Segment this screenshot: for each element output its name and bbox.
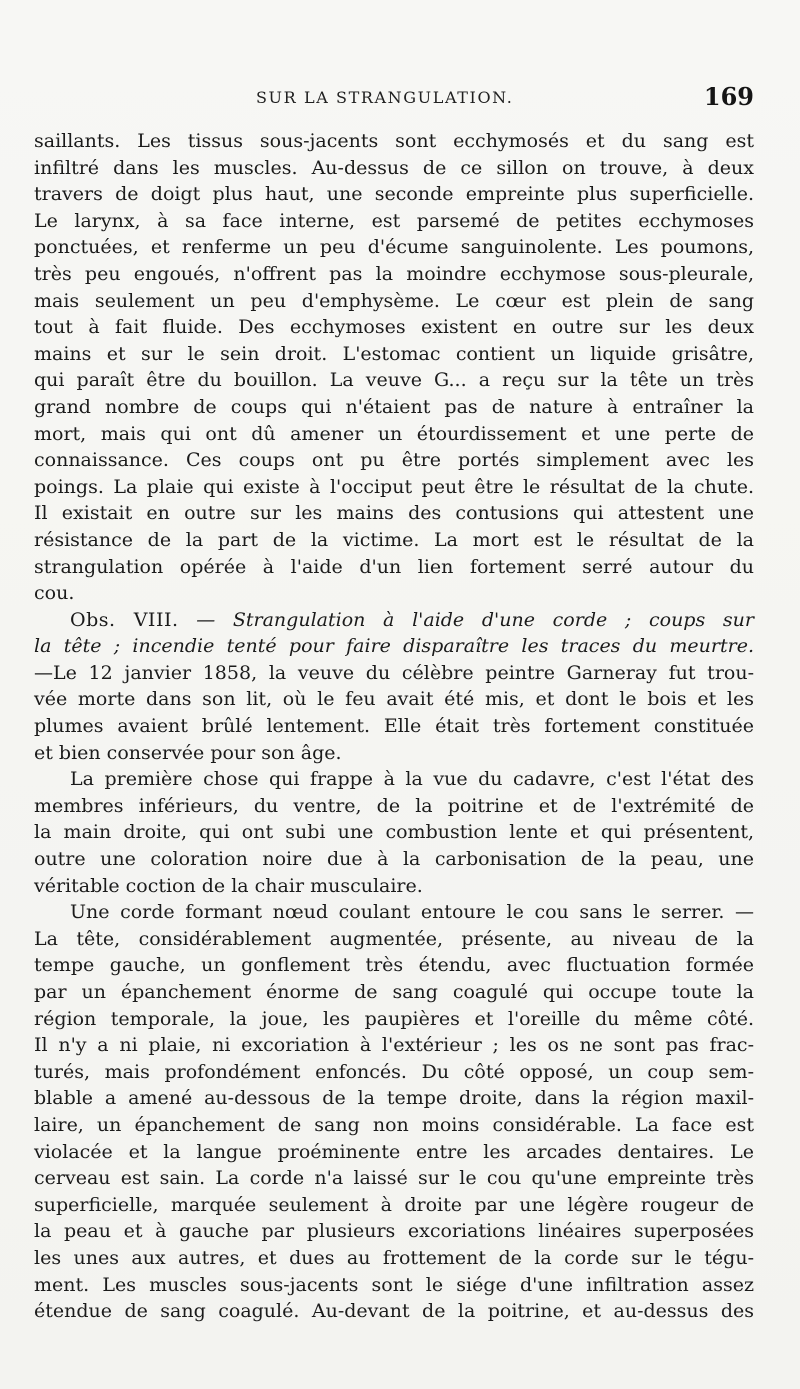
text-line: —Le 12 janvier 1858, la veuve du célèbre peintre Garneray fut trou-	[34, 661, 754, 684]
text-line: région temporale, la joue, les paupières et l'oreille du même côté.	[34, 1007, 754, 1030]
text-line: tout à fait fluide. Des ecchymoses existent en outre sur les deux	[34, 316, 754, 339]
page-header	[34, 82, 754, 122]
text-line: plumes avaient brûlé lentement. Elle était très fortement constituée	[34, 715, 754, 738]
text-line: Il n'y a ni plaie, ni excoriation à l'extérieur ; les os ne sont pas frac-	[34, 1034, 754, 1057]
text-line: saillants. Les tissus sous-jacents sont ecchymosés et du sang est	[34, 130, 754, 152]
text-line: résistance de la part de la victime. La mort est le résultat de la	[34, 528, 754, 551]
text-line: mais seulement un peu d'emphysème. Le cœur est plein de sang	[34, 289, 754, 312]
text-line: très peu engoués, n'offrent pas la moindre ecchymose sous-pleurale,	[34, 262, 754, 285]
text-line: qui paraît être du bouillon. La veuve G... a reçu sur la tête un très	[34, 369, 754, 392]
observation-label: Obs. VIII.	[70, 608, 179, 631]
text-line: cerveau est sain. La corde n'a laissé sur le cou qu'une empreinte très	[34, 1167, 754, 1190]
text-line: la main droite, qui ont subi une combustion lente et qui présentent,	[34, 821, 754, 844]
running-title: SUR LA STRANGULATION.	[256, 88, 514, 107]
text-line: Il existait en outre sur les mains des contusions qui attestent une	[34, 502, 754, 525]
text-line: turés, mais profondément enfoncés. Du côté opposé, un coup sem-	[34, 1060, 754, 1083]
text-line: mort, mais qui ont dû amener un étourdissement et une perte de	[34, 422, 754, 445]
text-line: ment. Les muscles sous-jacents sont le siége d'une infiltration assez	[34, 1273, 754, 1296]
text-line: blable a amené au-dessous de la tempe droite, dans la région maxil-	[34, 1087, 754, 1110]
text-line: travers de doigt plus haut, une seconde empreinte plus superficielle.	[34, 183, 754, 206]
observation-title-continued: la tête ; incendie tenté pour faire disparaître les traces du meurtre.	[34, 635, 754, 658]
text-line: cou.	[34, 582, 75, 605]
text-line: Une corde formant nœud coulant entoure le cou sans le serrer. —	[70, 901, 754, 924]
page-body	[34, 128, 754, 1325]
text-line: la peau et à gauche par plusieurs excoriations linéaires superposées	[34, 1220, 754, 1243]
text-line: ponctuées, et renferme un peu d'écume sanguinolente. Les poumons,	[34, 236, 754, 259]
text-line: infiltré dans les muscles. Au-dessus de ce sillon on trouve, à deux	[34, 156, 754, 179]
text-line: outre une coloration noire due à la carbonisation de la peau, une	[34, 848, 754, 871]
text-line: superficielle, marquée seulement à droite par une légère rougeur de	[34, 1193, 754, 1216]
text-line: mains et sur le sein droit. L'estomac contient un liquide grisâtre,	[34, 342, 754, 365]
text-line: les unes aux autres, et dues au frottement de la corde sur le tégu-	[34, 1246, 754, 1269]
text-line: véritable coction de la chair musculaire.	[34, 874, 423, 897]
text-line: poings. La plaie qui existe à l'occiput peut être le résultat de la chute.	[34, 475, 754, 498]
text-line: membres inférieurs, du ventre, de la poitrine et de l'extrémité de	[34, 794, 754, 817]
text-line: grand nombre de coups qui n'étaient pas de nature à entraîner la	[34, 395, 754, 418]
observation-title: — Strangulation à l'aide d'une corde ; coups sur	[196, 608, 754, 631]
text-line: violacée et la langue proéminente entre les arcades dentaires. Le	[34, 1140, 754, 1163]
text-line: vée morte dans son lit, où le feu avait été mis, et dont le bois et les	[34, 688, 754, 711]
text-line: connaissance. Ces coups ont pu être portés simplement avec les	[34, 449, 754, 472]
text-line: Le larynx, à sa face interne, est parsemé de petites ecchymoses	[34, 209, 754, 232]
text-line: tempe gauche, un gonflement très étendu, avec fluctuation formée	[34, 954, 754, 977]
text-line: La tête, considérablement augmentée, présente, au niveau de la	[34, 927, 754, 950]
text-line: étendue de sang coagulé. Au-devant de la poitrine, et au-dessus des	[34, 1300, 754, 1323]
page-number: 169	[703, 82, 754, 111]
text-line: par un épanchement énorme de sang coagulé qui occupe toute la	[34, 981, 754, 1003]
text-line: et bien conservée pour son âge.	[34, 741, 342, 764]
text-line: laire, un épanchement de sang non moins considérable. La face est	[34, 1113, 754, 1136]
observation-heading	[34, 607, 754, 634]
text-line: strangulation opérée à l'aide d'un lien fortement serré autour du	[34, 555, 754, 578]
text-line: La première chose qui frappe à la vue du cadavre, c'est l'état des	[70, 768, 754, 791]
